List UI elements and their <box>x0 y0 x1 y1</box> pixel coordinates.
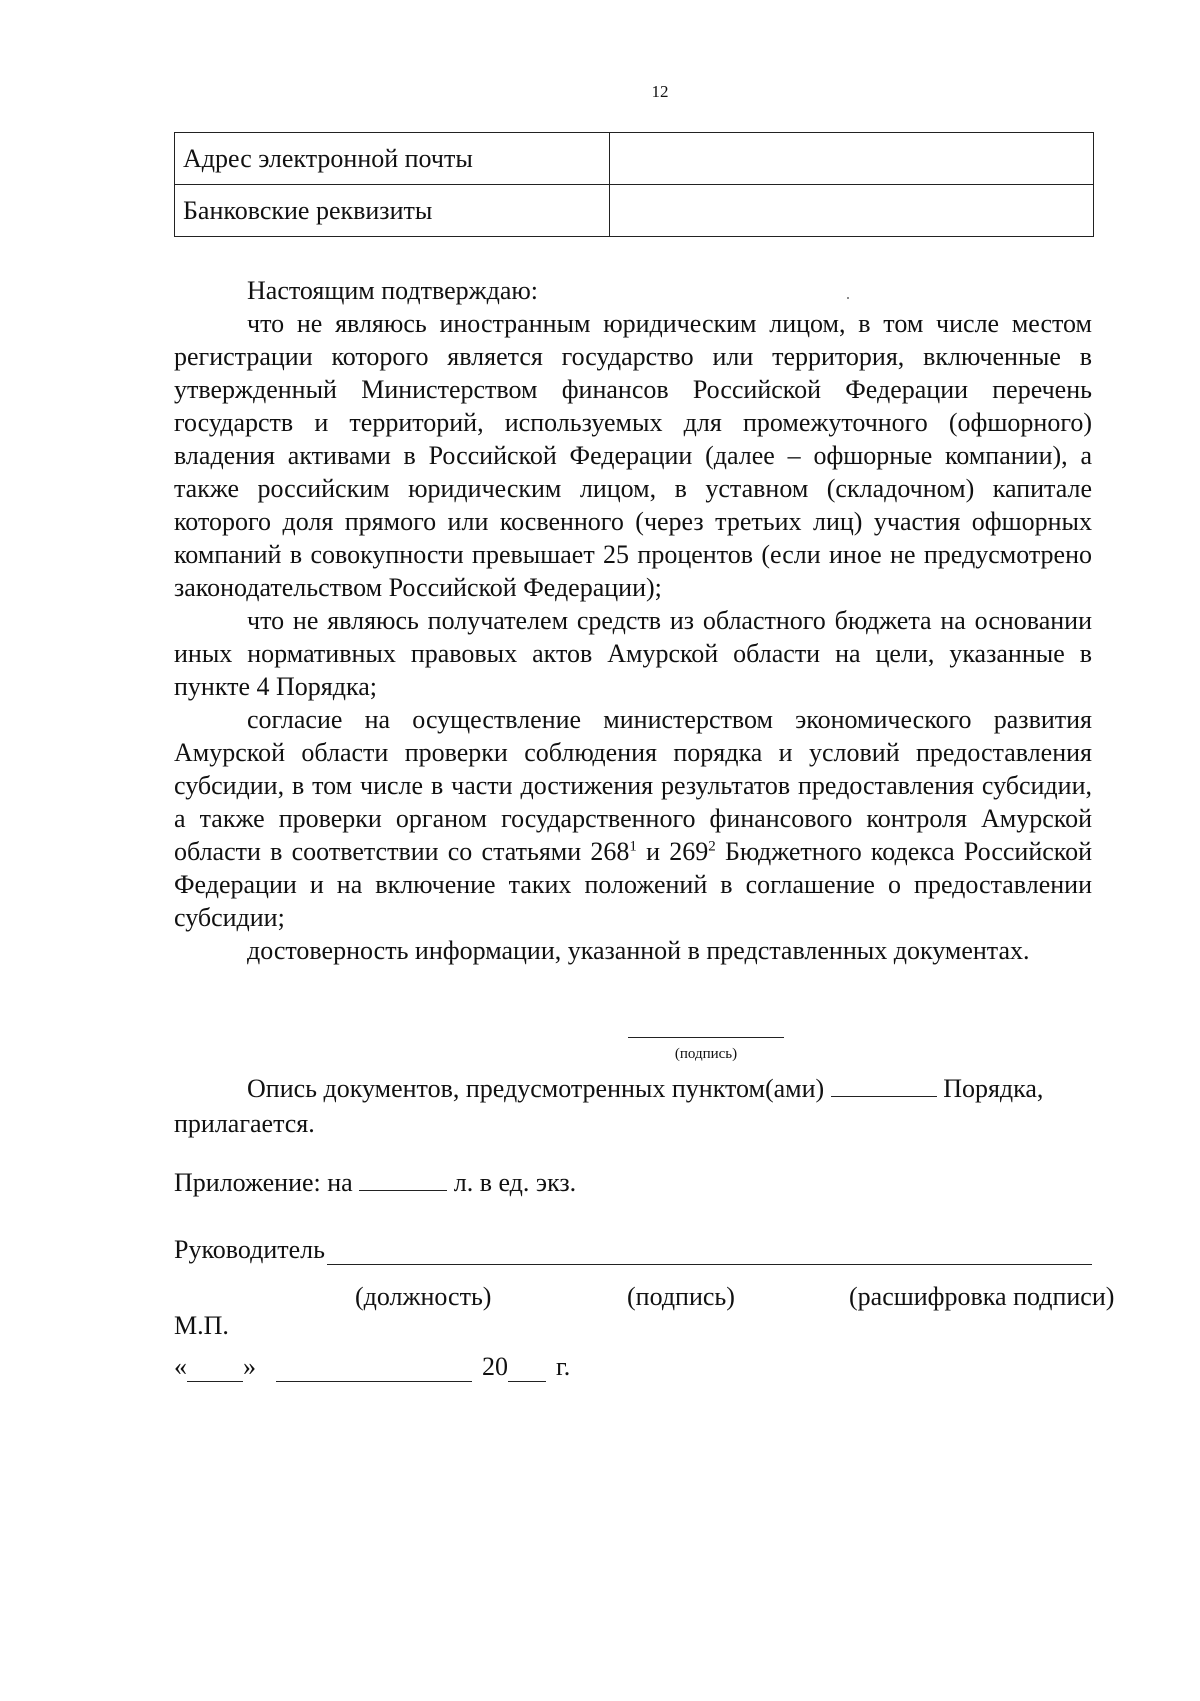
signature-caption: (подпись) <box>674 1046 738 1062</box>
annex-text-before: Приложение: на <box>174 1168 353 1197</box>
date-open-quote: « <box>174 1352 187 1381</box>
year-blank[interactable] <box>508 1359 546 1382</box>
email-value-cell[interactable] <box>610 133 1094 185</box>
inventory-line-2: прилагается. <box>174 1109 315 1138</box>
bank-details-label: Банковские реквизиты <box>175 185 610 237</box>
table-row <box>175 133 1094 185</box>
confirmation-intro: Настоящим подтверждаю: <box>247 276 539 305</box>
inventory-line <box>174 1071 1092 1106</box>
consent-text-c: Бюджетного кодекса Российской Федерации и на включение таких положений в соглашение о предоставлении субсидии; <box>174 837 1092 932</box>
caption-signature: (подпись) <box>627 1282 735 1311</box>
bank-details-value-cell[interactable] <box>610 185 1094 237</box>
signature-line[interactable] <box>628 1037 784 1038</box>
head-signature-row <box>174 1235 1092 1265</box>
date-row <box>174 1352 570 1382</box>
consent-text-a: согласие на осуществление министерством экономического развития Амурской области проверки соблюдения порядка и условий предоставления субсидии, в том числе в части достижения результатов предоставления субсидии, а также проверки органом государственного финансового контроля Амурской области в соответствии со статьями 268 <box>174 705 1092 866</box>
head-signature-line[interactable] <box>327 1240 1092 1265</box>
caption-signature-decode: (расшифровка подписи) <box>849 1282 1115 1311</box>
month-blank[interactable] <box>276 1359 472 1382</box>
annex-line <box>174 1168 576 1198</box>
head-label: Руководитель <box>174 1235 325 1264</box>
caption-position: (должность) <box>355 1282 492 1311</box>
confirmation-offshore: что не являюсь иностранным юридическим лицом, в том числе местом регистрации которого является государство или территория, включенные в утвержденный Министерством финансов Российской Федерации перечень государств и территорий, используемых для промежуточного (офшорного) владения активами в Российской Федерации (далее – офшорные компании), а также российским юридическим лицом, в уставном (складочном) капитале которого доля прямого или косвенного (через третьих лиц) участия офшорных компаний в совокупности превышает 25 процентов (если иное не предусмотрено законодательством Российской Федерации); <box>174 309 1092 602</box>
year-suffix: г. <box>556 1352 571 1381</box>
email-label: Адрес электронной почты <box>175 133 610 185</box>
info-table <box>174 132 1094 237</box>
day-blank[interactable] <box>187 1359 243 1382</box>
footnote-mark: 1 <box>629 838 637 855</box>
page-number: 12 <box>651 82 669 101</box>
consent-text-b: и 269 <box>636 837 709 866</box>
date-close-quote: » <box>243 1352 256 1381</box>
inventory-text-before: Опись документов, предусмотренных пунктом(ами) <box>247 1074 825 1103</box>
confirmation-section <box>174 274 1092 967</box>
table-row <box>175 185 1094 237</box>
clause-number-blank[interactable] <box>831 1074 937 1097</box>
year-prefix: 20 <box>482 1352 508 1381</box>
sheet-count-blank[interactable] <box>359 1168 447 1191</box>
confirmation-consent <box>174 703 1092 934</box>
inventory-statement <box>174 1071 1092 1141</box>
footnote-mark: 2 <box>708 838 716 855</box>
confirmation-budget: что не являюсь получателем средств из областного бюджета на основании иных нормативных правовых актов Амурской области на цели, указанные в пункте 4 Порядка; <box>174 606 1092 701</box>
inventory-text-after: Порядка, <box>943 1074 1044 1103</box>
stamp-place: М.П. <box>174 1311 229 1340</box>
annex-text-after: л. в ед. экз. <box>453 1168 577 1197</box>
confirmation-reliability: достоверность информации, указанной в представленных документах. <box>247 936 1030 965</box>
